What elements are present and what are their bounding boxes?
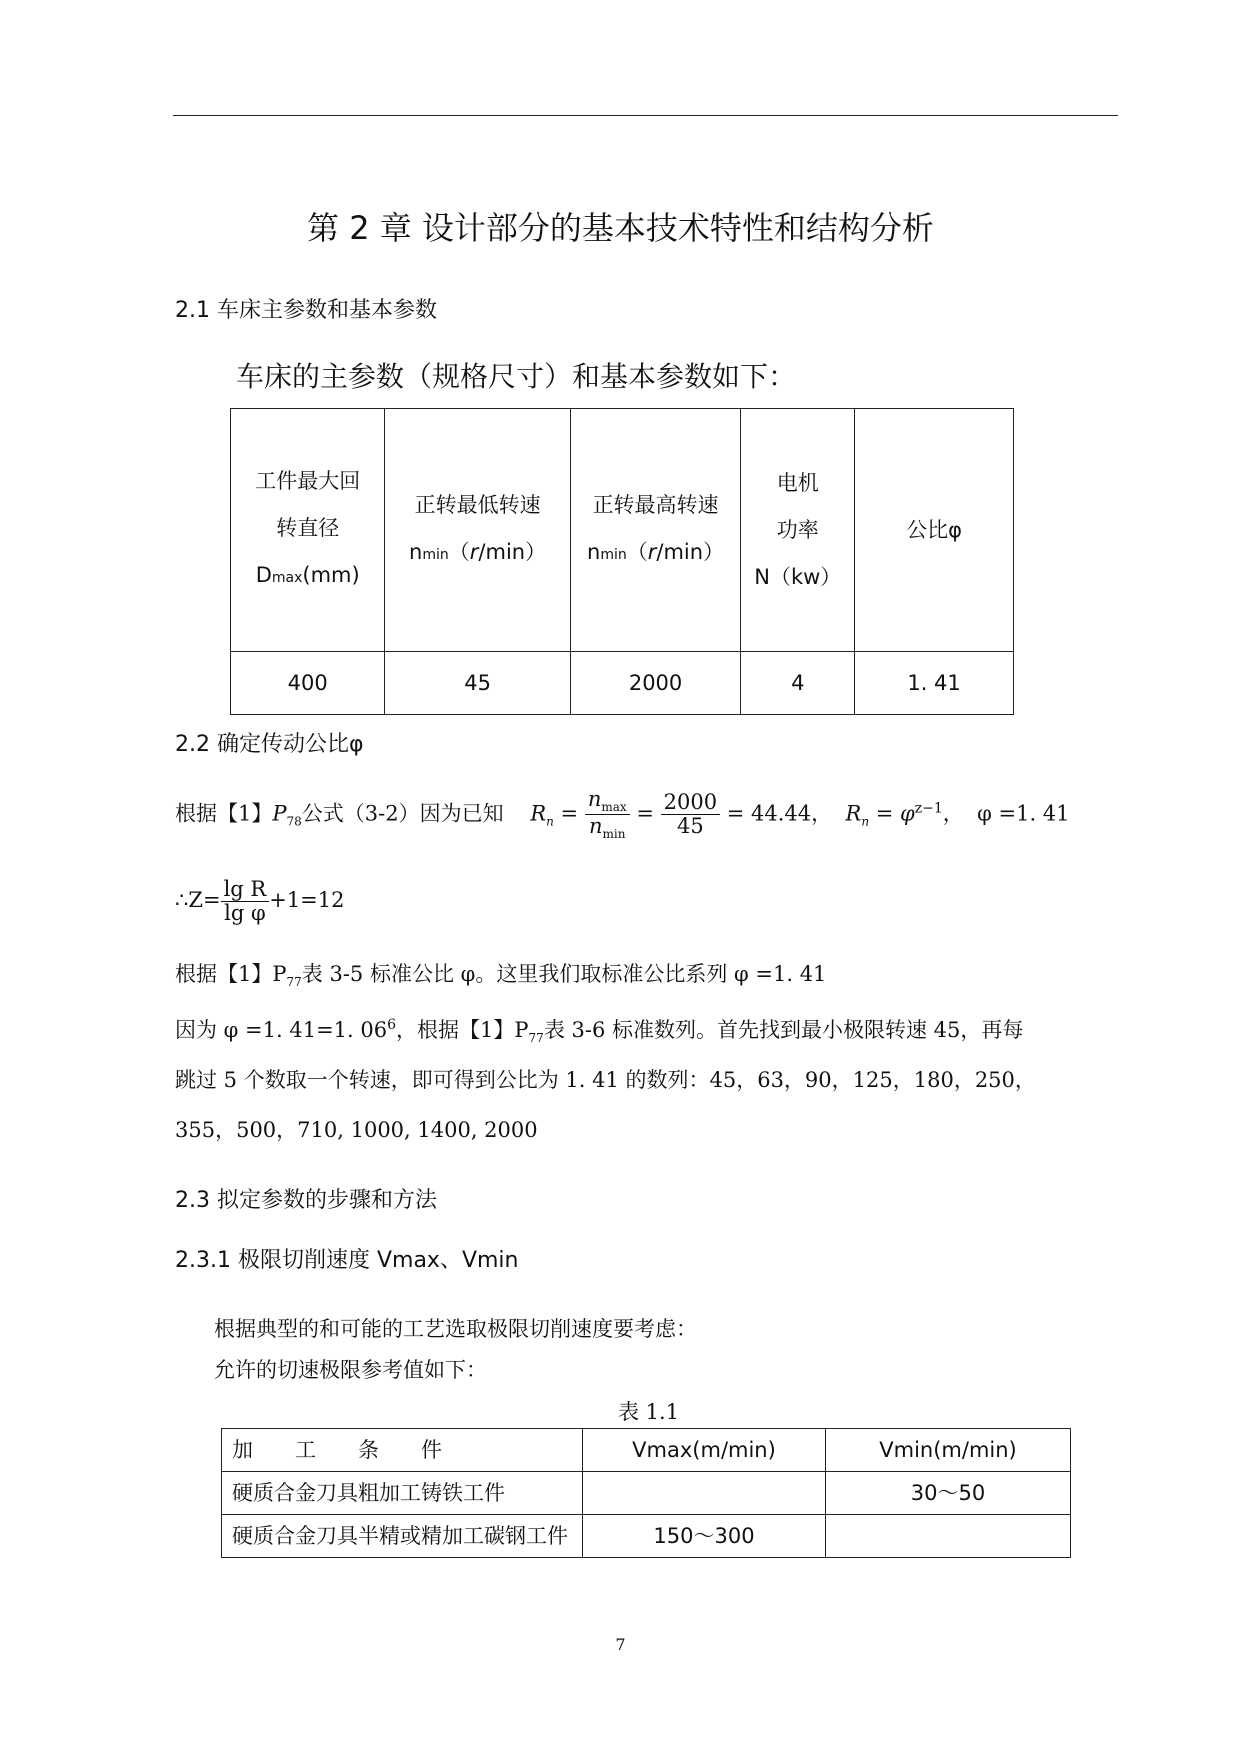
table2-cell: 硬质合金刀具半精或精加工碳钢工件 bbox=[222, 1515, 583, 1558]
table2-header-vmin: Vmin(m/min) bbox=[826, 1429, 1071, 1472]
paragraph-reference: 允许的切速极限参考值如下： bbox=[214, 1358, 487, 1382]
page-number: 7 bbox=[615, 1635, 626, 1654]
formula-rn-line: 根据【1】$P_{78}$公式（3-2）因为已知 $R_n$ = $\frac{n_{max}}{n_{min}}$ = $\frac{2000}{45}$ = 44.44， $R_n = \varphi^{z-1}$， φ =1. 41 bbox=[175, 787, 1070, 842]
table2-cell bbox=[583, 1472, 826, 1515]
value-max-diameter: 400 bbox=[231, 652, 385, 715]
chapter-title: 第 2 章 设计部分的基本技术特性和结构分析 bbox=[307, 209, 934, 247]
table2-header-vmax: Vmax(m/min) bbox=[583, 1429, 826, 1472]
header-ratio: 公比φ bbox=[855, 409, 1014, 652]
paragraph-consider: 根据典型的和可能的工艺选取极限切削速度要考虑： bbox=[214, 1317, 697, 1341]
value-ratio: 1. 41 bbox=[855, 652, 1014, 715]
cutting-speed-table bbox=[221, 1428, 1071, 1558]
value-min-speed: 45 bbox=[385, 652, 570, 715]
section-2-2-heading: 2.2 确定传动公比φ bbox=[175, 732, 364, 757]
header-max-diameter: 工件最大回 转直径 Dmax(mm) bbox=[231, 409, 385, 652]
table2-cell: 150～300 bbox=[583, 1515, 826, 1558]
header-min-speed: 正转最低转速 nmin（r/min） bbox=[385, 409, 570, 652]
section-2-3-heading: 2.3 拟定参数的步骤和方法 bbox=[175, 1188, 437, 1213]
header-rule bbox=[173, 115, 1118, 116]
formula-z-line: ∴Z= $\frac{\text{lg R}}{\text{lg φ}}$ +1=12 bbox=[175, 877, 345, 926]
value-motor-power: 4 bbox=[741, 652, 855, 715]
table2-cell: 硬质合金刀具粗加工铸铁工件 bbox=[222, 1472, 583, 1515]
header-motor-power: 电机 功率 N（kw） bbox=[741, 409, 855, 652]
lathe-parameter-table bbox=[230, 408, 1014, 715]
parameter-intro: 车床的主参数（规格尺寸）和基本参数如下： bbox=[236, 360, 797, 393]
section-2-1-heading: 2.1 车床主参数和基本参数 bbox=[175, 298, 437, 323]
table2-header-condition: 加 工 条 件 bbox=[222, 1429, 583, 1472]
paragraph-standard-ratio: 根据【1】$P_{77}$表 3-5 标准公比 φ。这里我们取标准公比系列 φ =1. 41 bbox=[175, 962, 827, 990]
paragraph-series: 因为 φ =1. 41=1. $06^6$，根据【1】$P_{77}$表 3-6 标准数列。首先找到最小极限转速 45，再每 跳过 5 个数取一个转速，即可得到公比为 1. 41 的数列：45，63，90，125，180，250， 355，500，710, 1000, 1400, 2000 bbox=[175, 1017, 1036, 1142]
table-caption: 表 1.1 bbox=[618, 1400, 680, 1424]
value-max-speed: 2000 bbox=[570, 652, 741, 715]
table2-cell bbox=[826, 1515, 1071, 1558]
table2-cell: 30～50 bbox=[826, 1472, 1071, 1515]
header-max-speed: 正转最高转速 nmin（r/min） bbox=[570, 409, 741, 652]
section-2-3-1-heading: 2.3.1 极限切削速度 Vmax、Vmin bbox=[175, 1248, 519, 1273]
